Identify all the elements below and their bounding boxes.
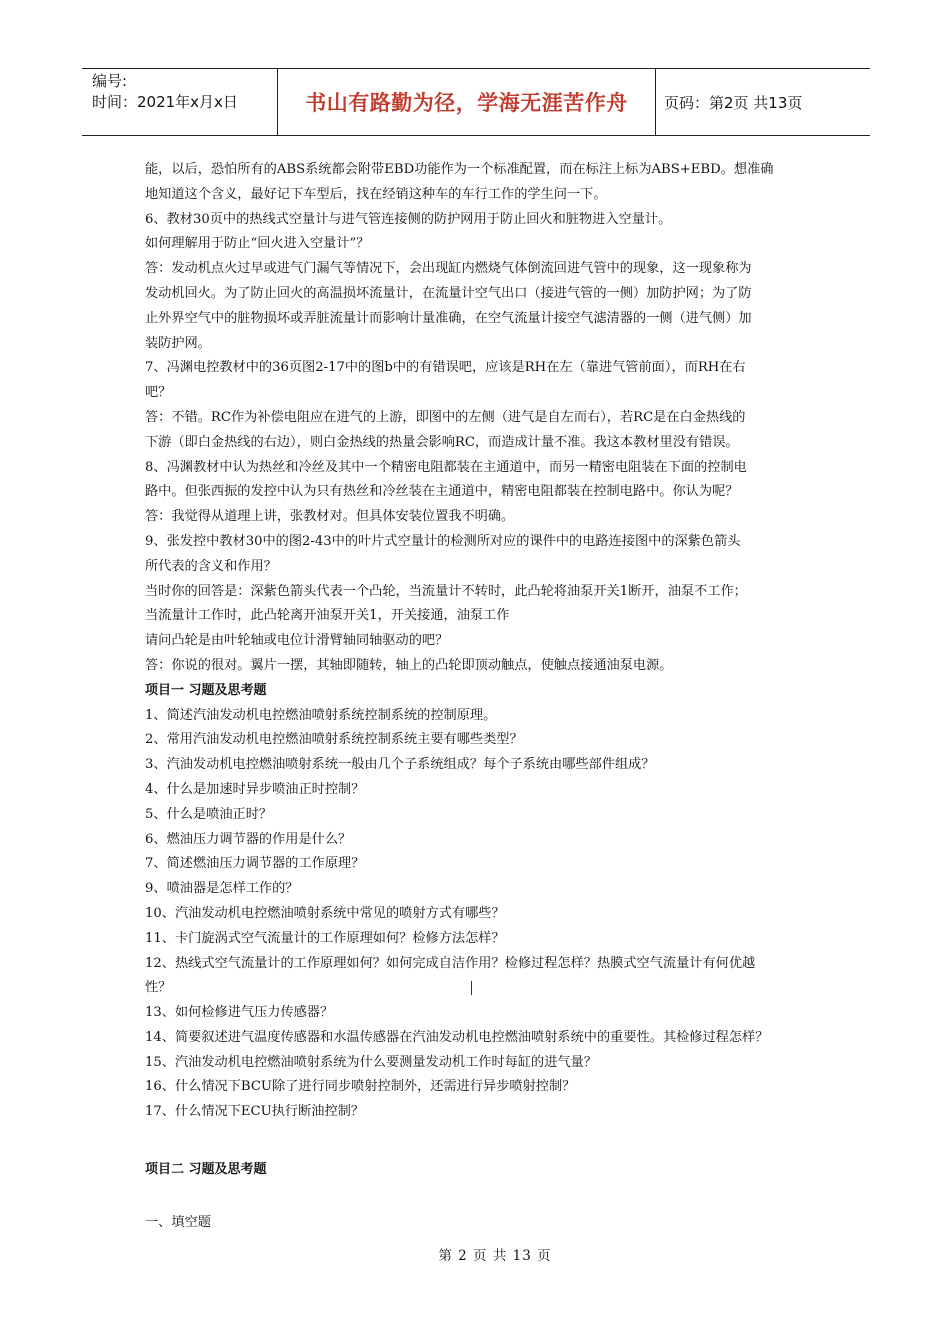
text-cursor-icon — [471, 981, 472, 995]
section-title-2: 项目二 习题及思考题 — [145, 1162, 267, 1178]
text-line: 如何理解用于防止“回火进入空量计”？ — [145, 236, 370, 252]
text-line: 能，以后，恐怕所有的ABS系统都会附带EBD功能作为一个标准配置，而在标注上标为ABS+EBD。想准确 — [145, 162, 774, 177]
text-line: 答：我觉得从道理上讲，张教材对。但具体安装位置我不明确。 — [145, 509, 515, 525]
question-item: 5、什么是喷油正时？ — [145, 806, 273, 822]
section-title-1: 项目一 习题及思考题 — [145, 682, 267, 698]
text-line: 止外界空气中的脏物损坏或弄脏流量计而影响计量准确，在空气流量计接空气滤清器的一侧（进气侧）加 — [145, 310, 752, 326]
page-header — [82, 68, 870, 136]
serial-label: 编号: — [92, 72, 128, 90]
question-item: 2、常用汽油发动机电控燃油喷射系统控制系统主要有哪些类型？ — [145, 732, 523, 748]
text-line: 当时你的回答是：深紫色箭头代表一个凸轮，当流量计不转时，此凸轮将油泵开关1断开，油泵不工作； — [145, 583, 747, 599]
question-item: 13、如何检修进气压力传感器？ — [145, 1005, 334, 1021]
text-line: 9、张发控中教材30中的图2-43中的叶片式空量计的检测所对应的课件中的电路连接图中的深紫色箭头 — [145, 533, 741, 549]
text-line: 请问凸轮是由叶轮轴或电位计滑臂轴同轴驱动的吧？ — [145, 633, 449, 649]
text-line: 当流量计工作时，此凸轮离开油泵开关1，开关接通，油泵工作 — [145, 608, 510, 624]
question-item: 14、简要叙述进气温度传感器和水温传感器在汽油发动机电控燃油喷射系统中的重要性。其检修过程怎样？ — [145, 1029, 769, 1045]
text-line: 地知道这个含义，最好记下车型后，找在经销这种车的车行工作的学生问一下。 — [145, 186, 607, 202]
text-line: 答：不错。RC作为补偿电阻应在进气的上游，即图中的左侧（进气是自左而右），若RC是在白金热线的 — [145, 409, 746, 425]
question-item: 11、卡门旋涡式空气流量计的工作原理如何？检修方法怎样？ — [145, 930, 505, 946]
text-line: 装防护网。 — [145, 335, 211, 351]
question-item: 15、汽油发动机电控燃油喷射系统为什么要测量发动机工作时每缸的进气量？ — [145, 1054, 597, 1070]
time-label: 时间：2021年x月x日 — [92, 93, 238, 111]
text-line: 路中。但张西振的发控中认为只有热丝和冷丝装在主通道中，精密电阻都装在控制电路中。你认为呢？ — [145, 484, 739, 500]
question-item: 3、汽油发动机电控燃油喷射系统一般由几个子系统组成？每个子系统由哪些部件组成？ — [145, 757, 655, 773]
document-body — [145, 158, 820, 1236]
text-line: 7、冯渊电控教材中的36页图2-17中的图b中的有错误吧，应该是RH在左（靠进气管前面），而RH在右 — [145, 360, 746, 376]
page-footer: 第 2 页 共 13 页 — [438, 1248, 552, 1264]
question-text: 性？ — [145, 980, 172, 996]
text-line: 发动机回火。为了防止回火的高温损坏流量计，在流量计空气出口（接进气管的一侧）加防护网；为了防 — [145, 285, 752, 301]
question-item: 7、简述燃油压力调节器的工作原理？ — [145, 856, 365, 872]
question-item: 9、喷油器是怎样工作的？ — [145, 881, 299, 897]
subsection-title: 一、填空题 — [145, 1214, 211, 1230]
question-item: 16、什么情况下BCU除了进行同步喷射控制外，还需进行异步喷射控制？ — [145, 1079, 576, 1095]
question-item: 17、什么情况下ECU执行断油控制？ — [145, 1104, 365, 1120]
header-motto: 书山有路勤为径，学海无涯苦作舟 — [278, 69, 656, 135]
header-meta — [82, 69, 278, 135]
text-line: 答：你说的很对。翼片一摆，其轴即随转，轴上的凸轮即顶动触点，使触点接通油泵电源。 — [145, 657, 673, 673]
question-item: 10、汽油发动机电控燃油喷射系统中常见的喷射方式有哪些？ — [145, 905, 505, 921]
header-page-info: 页码：第2页 共13页 — [664, 93, 803, 112]
text-line: 8、冯渊教材中认为热丝和冷丝及其中一个精密电阻都装在主通道中，而另一精密电阻装在下面的控制电 — [145, 459, 747, 475]
question-item: 12、热线式空气流量计的工作原理如何？如何完成自洁作用？检修过程怎样？热膜式空气流量计有何优越 — [145, 955, 756, 971]
text-line: 下游（即白金热线的右边），则白金热线的热量会影响RC，而造成计量不准。我这本教材里没有错误。 — [145, 434, 739, 450]
text-line: 6、教材30页中的热线式空量计与进气管连接侧的防护网用于防止回火和脏物进入空量计。 — [145, 211, 672, 227]
question-item: 1、简述汽油发动机电控燃油喷射系统控制系统的控制原理。 — [145, 707, 497, 723]
question-item: 4、什么是加速时异步喷油正时控制？ — [145, 781, 365, 797]
text-line: 吧？ — [145, 385, 172, 401]
text-line: 答：发动机点火过早或进气门漏气等情况下，会出现缸内燃烧气体倒流回进气管中的现象，这一现象称为 — [145, 261, 752, 277]
question-item: 6、燃油压力调节器的作用是什么？ — [145, 831, 352, 847]
question-item-continued — [145, 976, 820, 1001]
text-line: 所代表的含义和作用？ — [145, 558, 277, 574]
